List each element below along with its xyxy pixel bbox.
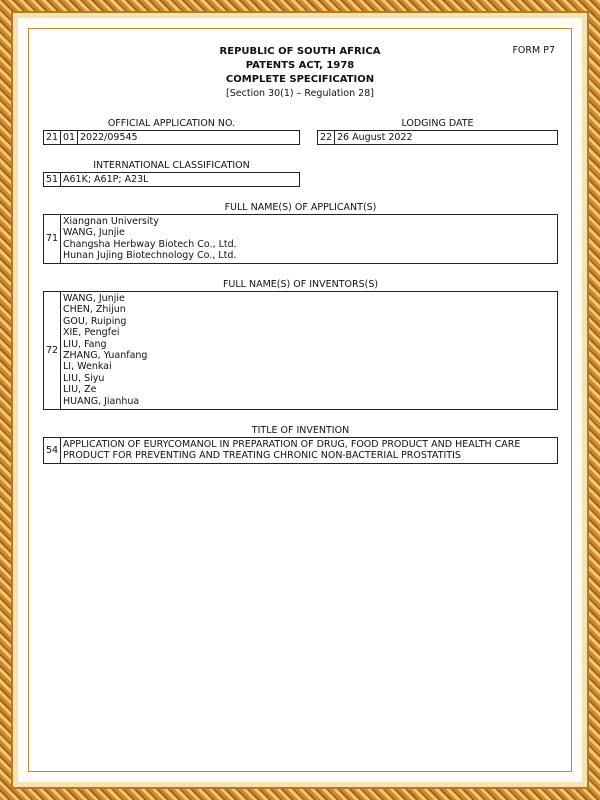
lodging-date: 26 August 2022	[337, 131, 413, 143]
classification-value: A61K; A61P; A23L	[63, 173, 149, 185]
classification-code: 51	[44, 173, 61, 186]
lodging-box	[317, 130, 558, 145]
lodging-label: LODGING DATE	[401, 118, 474, 129]
inventor-name: ZHANG, Yuanfang	[63, 350, 148, 362]
applicants-code: 71	[44, 215, 61, 263]
title-line: PRODUCT FOR PREVENTING AND TREATING CHRONIC NON-BACTERIAL PROSTATITIS	[63, 450, 461, 462]
inventor-name: LIU, Siyu	[63, 372, 105, 384]
application-sub-code: 01	[61, 131, 78, 144]
inventor-name: XIE, Pengfei	[63, 327, 120, 339]
inventors-box	[43, 291, 558, 410]
application-code: 21	[44, 131, 61, 144]
applicant-name: Xiangnan University	[63, 216, 159, 227]
title-box	[43, 437, 558, 464]
title-code: 54	[44, 438, 61, 463]
application-label: OFFICIAL APPLICATION NO.	[107, 118, 236, 129]
form-number: FORM P7	[512, 45, 555, 56]
classification-label: INTERNATIONAL CLASSIFICATION	[93, 160, 250, 171]
document-header	[29, 45, 571, 101]
inventors-label: FULL NAME(S) OF INVENTORS(S)	[222, 279, 379, 290]
application-box	[43, 130, 300, 145]
title-line: APPLICATION OF EURYCOMANOL IN PREPARATION OF DRUG, FOOD PRODUCT AND HEALTH CARE	[63, 439, 521, 450]
applicant-name: WANG, Junjie	[63, 227, 125, 239]
title-label: TITLE OF INVENTION	[251, 425, 350, 436]
inventor-name: LIU, Ze	[63, 384, 97, 396]
inventor-name: LIU, Fang	[63, 338, 107, 350]
header-act: PATENTS ACT, 1978	[245, 60, 355, 71]
applicants-label: FULL NAME(S) OF APPLICANT(S)	[224, 202, 377, 213]
applicant-name: Changsha Herbway Biotech Co., Ltd.	[63, 238, 237, 250]
inventors-list	[61, 292, 149, 409]
inventor-name: HUANG, Jianhua	[63, 395, 140, 407]
header-country: REPUBLIC OF SOUTH AFRICA	[219, 46, 381, 57]
applicants-list	[61, 215, 239, 263]
inventor-name: LI, Wenkai	[63, 361, 112, 373]
header-section: [Section 30(1) – Regulation 28]	[226, 88, 374, 99]
lodging-code: 22	[318, 131, 335, 144]
header-spec: COMPLETE SPECIFICATION	[225, 74, 375, 85]
inventor-name: GOU, Ruiping	[63, 315, 127, 327]
applicants-box	[43, 214, 558, 264]
applicant-name: Hunan Jujing Biotechnology Co., Ltd.	[63, 250, 237, 262]
inventor-name: CHEN, Zhijun	[63, 304, 126, 316]
title-text	[61, 438, 522, 463]
certificate-page	[28, 28, 572, 772]
inventor-name: WANG, Junjie	[63, 293, 125, 304]
application-number: 2022/09545	[80, 131, 138, 143]
classification-box	[43, 172, 300, 187]
inventors-code: 72	[44, 292, 61, 409]
